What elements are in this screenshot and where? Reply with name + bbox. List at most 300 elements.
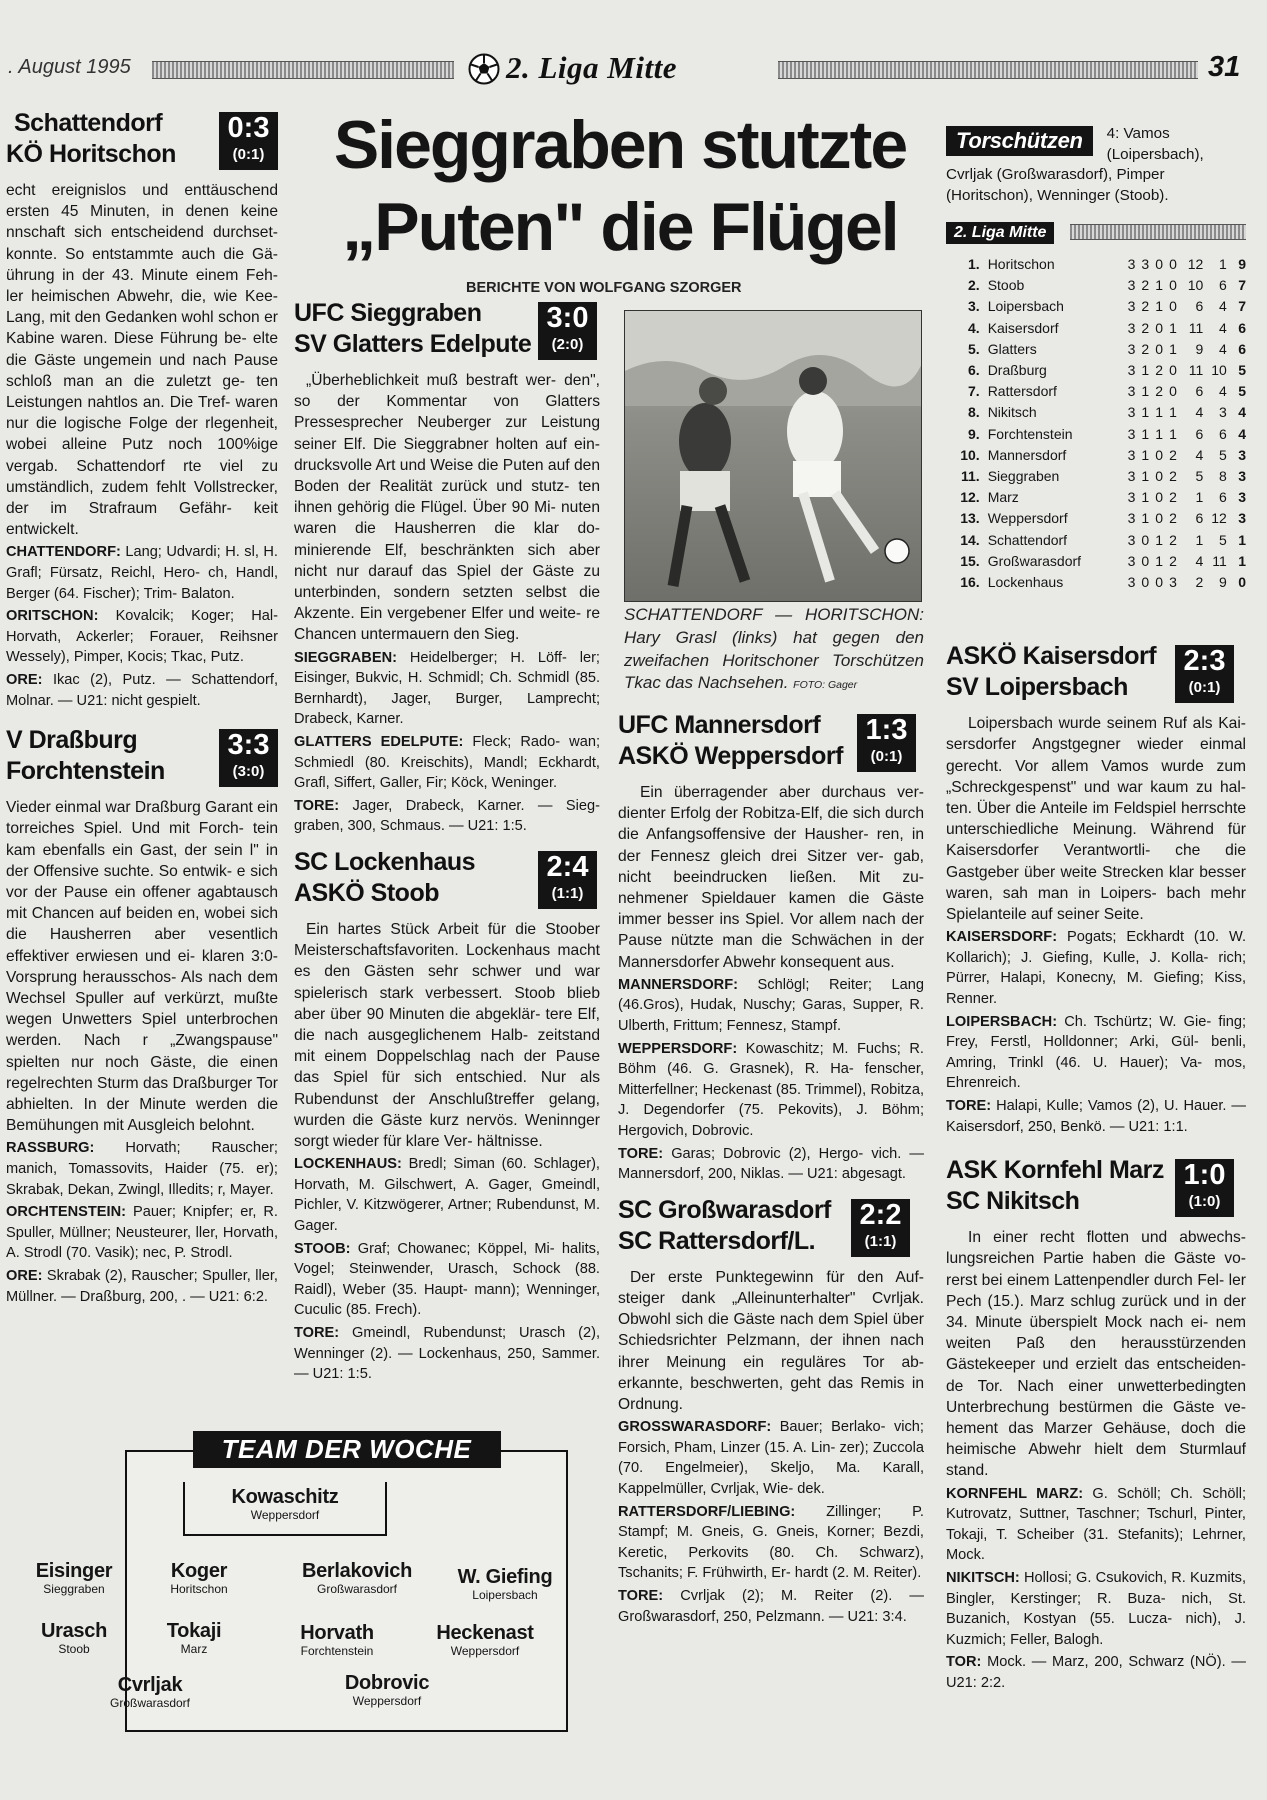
- lineup-text: Schlögl; Reiter; Lang (46.Gros), Hudak, Nuschy; Garas, Supper, R. Ulberth, Frittum; Fennesz, Stampf.: [618, 976, 924, 1035]
- halftime-score: (2:0): [551, 336, 584, 353]
- lineup-label: STOOB:: [294, 1240, 351, 1257]
- match-report: Loipersbach wurde seinem Ruf als Kai- sersdorfer Angstgegner wieder einmal gerecht. Vor allem Vamos wurde zum „Schreckgespenst" und war kaum zu hal- ten. Über die Anteile im Feldspiel herrschte unterschiedliche Meinung. Während für Kaisersdorfer Verantwortli- che die Gastgeber über weite Strecken klar besser waren, sah man in Loipers- bach mehr Spielanteile auf seiner Seite.: [946, 715, 1246, 924]
- standings-draws: 1: [1155, 425, 1164, 442]
- final-score: 2:2: [859, 1198, 902, 1231]
- standings-rank: 5.: [968, 340, 980, 357]
- away-team: KÖ Horitschon: [6, 140, 176, 168]
- photo-caption: SCHATTENDORF — HORITSCHON: Hary Grasl (links) hat gegen den zweifachen Horitschoner Torschützen Tkac das Nachsehen.: [624, 605, 924, 693]
- lineup-text: Hollosi; G. Csukovich, R. Kuzmits, Bingler, Kerstinger; R. Buza- nich, St. Buzanich, Kostyan (55. Lucza- nich), J. Kuzmich; Feller, Balogh.: [946, 1570, 1246, 1648]
- standings-row: [952, 445, 1246, 466]
- standings-rank: 7.: [968, 383, 980, 400]
- standings-box: [946, 222, 1246, 593]
- standings-points: 4: [1238, 404, 1246, 421]
- standings-rank: 3.: [968, 298, 980, 315]
- player-midfielder-4: [425, 1622, 545, 1658]
- halftime-score: (0:1): [1188, 679, 1221, 697]
- lineup-text: Pogats; Eckhardt (10. W. Kollarich); J. Giefing, Kulle, J. Kolla- rich; Pürrer, Halapi, Konecny, M. Giefing; Kiss, Renner.: [946, 929, 1246, 1008]
- lineup-away: [946, 1568, 1246, 1650]
- standings-goals-against: 9: [1218, 574, 1227, 591]
- standings-goals-for: 4: [1195, 552, 1204, 569]
- standings-draws: 1: [1155, 404, 1164, 421]
- article-sieggraben: [294, 298, 600, 837]
- standings-wins: 1: [1141, 489, 1150, 506]
- player-name: Tokaji: [166, 1620, 222, 1642]
- standings-wins: 1: [1141, 404, 1150, 421]
- issue-date: . August 1995: [8, 56, 131, 78]
- standings-goals-for: 10: [1187, 277, 1204, 294]
- lineup-label: GLATTERS EDELPUTE:: [294, 734, 464, 751]
- standings-team: Mannersdorf: [987, 446, 1067, 463]
- lineup-label: TORE:: [294, 797, 340, 814]
- standings-draws: 0: [1155, 446, 1164, 463]
- player-club: Weppersdorf: [250, 1508, 320, 1522]
- standings-team: Schattendorf: [987, 531, 1068, 548]
- article-drassburg: [0, 725, 278, 1307]
- halftime-score: (1:1): [864, 1232, 897, 1250]
- lineup-text: Ikac (2), Putz. — Schattendorf, Molnar. — U21: nicht gespielt.: [6, 672, 278, 709]
- player-club: Horitschon: [170, 1582, 228, 1596]
- scorers-text: 4: Vamos (Loipersbach), Cvrljak (Großwarasdorf), Pimper (Horitschon), Wenninger (Stoob).: [946, 125, 1204, 204]
- scorers-title: Torschützen: [946, 126, 1093, 156]
- article-marz: [946, 1155, 1246, 1693]
- column-right: [946, 124, 1246, 1800]
- lineup-away: [946, 1012, 1246, 1094]
- photo-credit: FOTO: Gager: [793, 679, 858, 692]
- standings-points: 9: [1238, 256, 1246, 272]
- standings-rank: 14.: [960, 531, 980, 548]
- standings-games: 3: [1127, 277, 1136, 294]
- standings-team: Glatters: [987, 340, 1037, 357]
- team-of-the-week: [35, 1434, 568, 1732]
- standings-games: 3: [1127, 468, 1136, 485]
- standings-draws: 2: [1155, 383, 1164, 400]
- score-box: [851, 1199, 910, 1257]
- standings-row: [952, 360, 1246, 381]
- lineup-label: TORE:: [618, 1587, 664, 1604]
- away-team: ASKÖ Weppersdorf: [618, 742, 843, 770]
- standings-goals-against: 4: [1218, 340, 1227, 357]
- standings-goals-for: 6: [1195, 425, 1204, 442]
- standings-goals-for: 1: [1195, 489, 1204, 506]
- standings-losses: 2: [1169, 489, 1177, 506]
- standings-losses: 2: [1169, 446, 1177, 463]
- standings-wins: 1: [1141, 425, 1150, 442]
- standings-wins: 2: [1141, 277, 1150, 294]
- header-rule-right: [778, 61, 1198, 79]
- standings-points: 5: [1238, 383, 1246, 400]
- standings-losses: 3: [1169, 574, 1177, 591]
- player-name: Kowaschitz: [231, 1486, 339, 1508]
- standings-games: 3: [1127, 531, 1136, 548]
- standings-row: [952, 339, 1246, 360]
- lineup-text: Garas; Dobrovic (2), Hergo- vich. — Mannersdorf, 200, Niklas. — U21: abgesagt.: [618, 1145, 924, 1183]
- match-report: Ein überragender aber durchaus ver- dienter Erfolg der Robitza-Elf, die sich durch die Anfangsoffensive der Hausher- ren, in der Fennesz gleich drei Sitzer ver- gab, nicht beeindrucken ließen. Mit zu- nehmener Spieldauer kamen die Gäste immer besser ins Spiel. Vor allem nach der Pause nützte man die Schwächen in der Mannersdorfer Abwehr konsequent aus.: [618, 784, 924, 971]
- goals-line: [618, 1586, 924, 1627]
- standings-rule: [1070, 224, 1246, 240]
- player-club: Loipersbach: [472, 1588, 538, 1602]
- standings-draws: 1: [1155, 552, 1164, 569]
- player-club: Großwarasdorf: [316, 1582, 398, 1596]
- standings-games: 3: [1127, 298, 1136, 315]
- match-report: Vieder einmal war Draßburg Garant ein torreiches Spiel. Und mit Forch- tein kam ebenfalls ein Gast, der sein l" in der Offensive suchte. So entwik- e sich vor der Pause ein offener agabtausch mit Chancen auf beiden en, wobei sich die Hausherren aber vesentlich effektiver erwiesen und ei- klaren 3:0-Vorsprung herausschos- Als nach dem Wechsel Spuller auf verkürzt, mußte wegen Unwetters Spiel unterbrochen werden. Nach r „Zwangspause" spielten nur noch Gäste, die einen regelrechten Sturm das Draßburger Tor abhielten. In der Minute werden die Bemühungen mit Ausgleich belohnt.: [6, 799, 278, 1135]
- standings-losses: 0: [1169, 256, 1177, 272]
- goals-line: [946, 1096, 1246, 1137]
- lineup-home: [294, 648, 600, 730]
- home-team: Schattendorf: [14, 109, 163, 137]
- standings-games: 3: [1127, 510, 1136, 527]
- standings-goals-against: 10: [1211, 362, 1227, 379]
- standings-wins: 3: [1141, 256, 1150, 272]
- final-score: 1:0: [1183, 1159, 1226, 1192]
- standings-wins: 1: [1141, 510, 1150, 527]
- lineup-away: [618, 1502, 924, 1584]
- score-box: [1175, 645, 1234, 703]
- headline-line-2: „Puten" die Flügel: [342, 189, 898, 265]
- standings-team: Horitschon: [987, 256, 1055, 272]
- standings-games: 3: [1127, 319, 1136, 336]
- standings-games: 3: [1127, 383, 1136, 400]
- standings-games: 3: [1127, 256, 1136, 272]
- standings-goals-against: 5: [1218, 446, 1227, 463]
- standings-goals-for: 4: [1195, 446, 1204, 463]
- player-name: Cvrljak: [117, 1674, 183, 1696]
- standings-draws: 0: [1155, 510, 1164, 527]
- lineup-label: LOIPERSBACH:: [946, 1013, 1058, 1030]
- standings-goals-for: 11: [1188, 362, 1204, 379]
- lineup-home: [6, 1138, 278, 1200]
- standings-points: 7: [1238, 298, 1246, 315]
- final-score: 2:3: [1183, 645, 1226, 678]
- section-title: 2. Liga Mitte: [506, 50, 677, 85]
- player-club: Weppersdorf: [450, 1644, 520, 1658]
- standings-goals-for: 11: [1188, 319, 1204, 336]
- lineup-label: ORE:: [6, 672, 43, 689]
- standings-row: [952, 402, 1246, 423]
- page-number: 31: [1208, 51, 1241, 83]
- standings-row: [952, 254, 1246, 275]
- player-name: Horvath: [300, 1622, 374, 1644]
- player-club: Marz: [180, 1642, 208, 1656]
- lineup-text: Bredl; Siman (60. Schlager), Horvath, M. Gilschwert, A. Gager, Gmeindl, Pichler, V. Kitzwögerer, Artner; Rubendunst, M. Gager.: [294, 1156, 600, 1234]
- standings-team: Kaisersdorf: [987, 319, 1059, 336]
- standings-draws: 0: [1155, 319, 1164, 336]
- lineup-label: WEPPERSDORF:: [618, 1040, 738, 1057]
- lineup-text: Mock. — Marz, 200, Schwarz (NÖ). — U21: 2:2.: [946, 1654, 1246, 1691]
- standings-row: [952, 508, 1246, 529]
- standings-games: 3: [1127, 489, 1136, 506]
- standings-games: 3: [1127, 574, 1136, 591]
- standings-row: [952, 318, 1246, 339]
- player-defender-3: [287, 1560, 427, 1596]
- lineup-text: Lang; Udvardi; H. sl, H. Grafl; Fürsatz, Reichl, Hero- ch, Handl, Berger (64. Fischer); Trim- Balaton.: [6, 544, 278, 602]
- player-forward-2: [327, 1672, 447, 1708]
- lineup-label: NIKITSCH:: [946, 1570, 1020, 1587]
- lineup-away: [6, 1202, 278, 1264]
- standings-wins: 0: [1141, 531, 1150, 548]
- standings-goals-for: 12: [1187, 256, 1204, 272]
- standings-team: Sieggraben: [987, 468, 1060, 485]
- standings-points: 6: [1238, 319, 1246, 336]
- goals-line: [618, 1144, 924, 1185]
- match-report: Ein hartes Stück Arbeit für die Stoober Meisterschaftsfavoriten. Lockenhaus macht es den Gästen sehr schwer und war spielerisch stark verbessert. Stoob blieb aber über 90 Minuten die abgeklär- tere Elf, die nach ausgeglichenem Halb- zeitstand mit einem Doppelschlag nach der Pause das Spiel für sich entschied. Nur als Rubendunst der Anschlußtreffer gelang, wurden die Gäste kurz nervös. Weninnger sorgt wieder für klare Ver- hältnisse.: [294, 920, 600, 1151]
- standings-losses: 0: [1169, 362, 1177, 379]
- player-club: Großwarasdorf: [109, 1696, 191, 1710]
- standings-row: [952, 424, 1246, 445]
- home-team: ASKÖ Kaisersdorf: [946, 642, 1157, 671]
- final-score: 2:4: [546, 850, 589, 883]
- photo-caption-block: [624, 604, 924, 697]
- page-header: [0, 52, 1267, 86]
- home-team: V Draßburg: [6, 726, 138, 755]
- standings-row: [952, 551, 1246, 572]
- standings-row: [952, 466, 1246, 487]
- standings-points: 5: [1238, 362, 1246, 379]
- column-left: [0, 104, 278, 1450]
- lineup-away: [618, 1039, 924, 1142]
- lineup-home: [618, 1417, 924, 1499]
- standings-wins: 1: [1141, 362, 1150, 379]
- home-team: UFC Sieggraben: [294, 299, 482, 327]
- standings-losses: 1: [1169, 425, 1177, 442]
- player-defender-2: [139, 1560, 259, 1596]
- score-box: [1175, 1159, 1234, 1217]
- match-header: [6, 108, 278, 174]
- player-defender-4: [445, 1566, 565, 1602]
- lineup-away: [294, 732, 600, 794]
- standings-row: [952, 572, 1246, 593]
- football-icon: [468, 53, 500, 85]
- standings-title: 2. Liga Mitte: [946, 222, 1054, 244]
- home-team: SC Großwarasdorf: [618, 1195, 831, 1224]
- standings-wins: 0: [1141, 574, 1150, 591]
- player-name: W. Giefing: [457, 1566, 553, 1588]
- standings-points: 3: [1238, 446, 1246, 463]
- away-team: SC Rattersdorf/L.: [618, 1226, 816, 1255]
- standings-draws: 1: [1155, 531, 1164, 548]
- match-header: [294, 298, 600, 364]
- standings-table: [952, 254, 1246, 593]
- standings-goals-against: 6: [1218, 425, 1227, 442]
- standings-losses: 1: [1169, 319, 1177, 336]
- standings-losses: 2: [1169, 552, 1177, 569]
- standings-points: 3: [1238, 510, 1246, 527]
- standings-team: Großwarasdorf: [987, 552, 1082, 569]
- standings-points: 6: [1238, 340, 1246, 357]
- standings-wins: 2: [1141, 340, 1150, 357]
- lineup-label: LOCKENHAUS:: [294, 1156, 402, 1173]
- standings-losses: 2: [1169, 531, 1177, 548]
- player-name: Berlakovich: [301, 1560, 413, 1582]
- standings-losses: 2: [1169, 510, 1177, 527]
- standings-losses: 0: [1169, 298, 1177, 315]
- score-box: [538, 302, 597, 360]
- standings-goals-for: 2: [1195, 574, 1204, 591]
- final-score: 1:3: [865, 714, 908, 746]
- lineup-label: ORE:: [6, 1268, 43, 1285]
- standings-games: 3: [1127, 340, 1136, 357]
- score-box: [219, 112, 278, 170]
- standings-rank: 11.: [960, 468, 980, 485]
- standings-row: [952, 296, 1246, 317]
- standings-wins: 2: [1141, 298, 1150, 315]
- home-team: SC Lockenhaus: [294, 847, 476, 876]
- standings-rank: 13.: [960, 510, 980, 527]
- match-header: [294, 847, 600, 913]
- headline-line-1: Sieggraben stutzte: [333, 107, 907, 183]
- standings-points: 3: [1238, 489, 1246, 506]
- lineup-label: TOR:: [946, 1654, 982, 1671]
- goals-line: [294, 796, 600, 837]
- away-team: SV Glatters Edelpute: [294, 330, 532, 358]
- standings-team: Weppersdorf: [987, 510, 1068, 527]
- lineup-text: Fleck; Rado- wan; Schmiedl (80. Kreischits), Mandl; Eckhardt, Grafl, Siffert, Galler, Fir; Köck, Weninger.: [294, 734, 600, 792]
- lineup-label: ORITSCHON:: [6, 608, 99, 625]
- standings-draws: 0: [1155, 489, 1164, 506]
- goals-line: [6, 670, 278, 711]
- standings-draws: 0: [1155, 574, 1164, 591]
- standings-rank: 10.: [960, 446, 980, 463]
- team-of-week-title: TEAM DER WOCHE: [193, 1431, 501, 1468]
- standings-goals-for: 4: [1195, 404, 1204, 421]
- standings-rank: 12.: [960, 489, 980, 506]
- standings-team: Marz: [987, 489, 1019, 506]
- lineup-label: TORE:: [618, 1145, 664, 1162]
- lineup-text: Zillinger; P. Stampf; M. Gneis, G. Gneis, Korner; Bezdi, Keretic, Perkovits (80. Ch. Schwarz), Tschanits; F. Frühwirth, Er- hardt (2. M. Reiter).: [618, 1503, 924, 1582]
- standings-points: 4: [1238, 425, 1246, 442]
- standings-draws: 0: [1155, 468, 1164, 485]
- standings-team: Lockenhaus: [987, 574, 1064, 591]
- lineup-text: Gmeindl, Rubendunst; Urasch (2), Wenninger (2). — Lockenhaus, 250, Sammer. — U21: 1:5.: [294, 1324, 600, 1383]
- standings-team: Rattersdorf: [987, 383, 1057, 400]
- lineup-label: RATTERSDORF/LIEBING:: [618, 1503, 796, 1520]
- player-name: Dobrovic: [344, 1672, 430, 1694]
- standings-losses: 1: [1169, 340, 1177, 357]
- standings-rank: 15.: [960, 552, 980, 569]
- header-rule-left: [152, 61, 454, 79]
- goals-line: [946, 1652, 1246, 1693]
- standings-row: [952, 381, 1246, 402]
- lineup-text: G. Schöll; Ch. Schöll; Kutrovatz, Suttner, Taschner; Tschurl, Pinter, Tokaji, T. Scheiber (31. Stefanits); Lehrner, Mock.: [946, 1485, 1246, 1564]
- lineup-label: TORE:: [294, 1324, 340, 1341]
- score-box: [538, 851, 597, 909]
- home-team: UFC Mannersdorf: [618, 711, 821, 739]
- lineup-text: Kowaschitz; M. Fuchs; R. Böhm (46. G. Grasnek), R. Ha- fenscher, Mitterfellner; Heckenast (85. Trimmel), Robitza, J. Degendorfer (75. Pekovits), J. Böhm; Hergovich, Dobrovic.: [618, 1040, 924, 1139]
- standings-points: 3: [1238, 468, 1246, 485]
- lineup-text: Bauer; Berlako- vich; Forsich, Pham, Linzer (15. A. Lin- zer); Zuccola (70. Engelmeier), Skeljo, Ma. Karall, Kappelmüller, Cvrljak, Wie- dek.: [618, 1419, 924, 1497]
- match-header: [946, 641, 1246, 707]
- standings-draws: 1: [1155, 277, 1164, 294]
- standings-team: Loipersbach: [987, 298, 1064, 315]
- player-name: Urasch: [40, 1620, 107, 1642]
- standings-games: 3: [1127, 425, 1136, 442]
- halftime-score: (1:1): [551, 884, 584, 902]
- match-header: [946, 1155, 1246, 1221]
- standings-goals-against: 8: [1218, 468, 1227, 485]
- lineup-label: CHATTENDORF:: [6, 544, 121, 561]
- goals-line: [294, 1323, 600, 1385]
- standings-games: 3: [1127, 446, 1136, 463]
- halftime-score: (1:0): [1188, 1193, 1221, 1211]
- standings-rank: 16.: [960, 574, 980, 591]
- standings-goals-for: 5: [1195, 468, 1204, 485]
- home-team: ASK Kornfehl Marz: [946, 1156, 1164, 1185]
- standings-row: [952, 530, 1246, 551]
- lineup-home: [946, 927, 1246, 1009]
- standings-wins: 1: [1141, 383, 1150, 400]
- standings-games: 3: [1127, 552, 1136, 569]
- score-box: [857, 714, 916, 772]
- lineup-label: KAISERSDORF:: [946, 929, 1058, 946]
- column-center-right: [618, 706, 924, 1800]
- byline: BERICHTE VON WOLFGANG SZORGER: [466, 280, 742, 296]
- lineup-text: Graf; Chowanec; Köppel, Mi- halits, Vogel; Steinwender, Urasch, Schock (88. Raidl), Weber (35. Haupt- mann); Wenninger, Cuculic (85. Frech).: [294, 1240, 600, 1319]
- standings-goals-against: 5: [1218, 531, 1227, 548]
- standings-goals-for: 6: [1195, 298, 1204, 315]
- match-header: [6, 725, 278, 791]
- lineup-label: KORNFEHL MARZ:: [946, 1485, 1084, 1502]
- standings-row: [952, 487, 1246, 508]
- goals-line: [6, 1266, 278, 1307]
- lineup-text: Heidelberger; H. Löff- ler; Eisinger, Bukvic, H. Schmidl; Ch. Schmidl (85. Bernhardt), Jager, Burger, Lamprecht; Drabeck, Karner.: [294, 649, 600, 728]
- lineup-label: GROSSWARASDORF:: [618, 1419, 772, 1436]
- standings-losses: 1: [1169, 404, 1177, 421]
- lineup-text: Jager, Drabeck, Karner. — Sieg- graben, 300, Schmaus. — U21: 1:5.: [294, 797, 600, 835]
- standings-games: 3: [1127, 362, 1136, 379]
- standings-losses: 2: [1169, 468, 1177, 485]
- standings-rank: 2.: [968, 277, 980, 294]
- player-midfielder-3: [277, 1622, 397, 1658]
- lineup-text: Ch. Tschürtz; W. Gie- fing; Frey, Ferstl, Holldonner; Arki, Gül- benli, Amring, Trinkl (46. U. Hauer); Va- mos, Ehrenreich.: [946, 1013, 1246, 1092]
- standings-wins: 0: [1141, 552, 1150, 569]
- match-header: [618, 710, 924, 776]
- score-box: [219, 729, 278, 787]
- lineup-home: [294, 1154, 600, 1236]
- article-lockenhaus: [294, 847, 600, 1385]
- lineup-text: Pauer; Knipfer; er, R. Spuller, Müllner; Neusteurer, ller, Horvath, A. Strodl (70. Vasik); nec, P. Strodl.: [6, 1204, 278, 1262]
- standings-points: 1: [1238, 531, 1246, 548]
- lineup-label: SIEGGRABEN:: [294, 649, 397, 666]
- final-score: 3:0: [546, 302, 589, 334]
- standings-draws: 0: [1155, 256, 1164, 272]
- standings-goals-against: 6: [1218, 489, 1227, 506]
- standings-goals-against: 3: [1218, 404, 1227, 421]
- scorers-box: [946, 124, 1246, 206]
- standings-goals-for: 9: [1195, 340, 1204, 357]
- lineup-text: Halapi, Kulle; Vamos (2), U. Hauer. — Kaisersdorf, 250, Benkö. — U21: 1:1.: [946, 1098, 1246, 1135]
- standings-goals-against: 11: [1212, 552, 1227, 569]
- away-team: SC Nikitsch: [946, 1187, 1080, 1216]
- standings-team: Nikitsch: [987, 404, 1037, 421]
- lineup-label: TORE:: [946, 1098, 992, 1115]
- player-midfielder-2: [139, 1620, 249, 1656]
- article-schattendorf: [0, 108, 278, 711]
- standings-points: 7: [1238, 277, 1246, 294]
- standings-rank: 6.: [968, 362, 980, 379]
- match-report: In einer recht flotten und abwechs- lungsreichen Partie haben die Gäste vo- rerst bei einem Lattenpendler durch Fel- ler Pech (15.). Marz schlug zurück und in der 34. Minute überspielt Mock nach ei- nem weiten Paß den herausstürzenden Gästekeeper und erzielt das entscheiden- de Tor. Nach einer unwetterbedingten Unterbrechung bestürmen die Gäste ve- hement das Marzer Gehäuse, doch die heimische Abwehr hielt dem Sturmlauf stand.: [946, 1229, 1246, 1480]
- photo-image: [625, 311, 922, 602]
- final-score: 0:3: [227, 112, 270, 144]
- lineup-label: RASSBURG:: [6, 1140, 95, 1157]
- standings-goals-against: 1: [1218, 256, 1227, 272]
- standings-team: Draßburg: [987, 362, 1047, 379]
- lineup-text: Horvath; Rauscher; manich, Tomassovits, Haider (75. er); Skrabak, Dekan, Zwingl, Illedits; r, Mayer.: [6, 1140, 278, 1198]
- standings-goals-for: 6: [1195, 383, 1204, 400]
- match-photo: [624, 310, 922, 602]
- standings-points: 1: [1238, 552, 1246, 569]
- standings-goals-for: 6: [1195, 510, 1204, 527]
- player-club: Weppersdorf: [352, 1694, 422, 1708]
- match-report: „Überheblichkeit muß bestraft wer- den", so der Kommentar von Glatters Pressesprecher Neuberger zur Leistung seiner Elf. Die Sieggrabner holten auf ein- drucksvolle Art und Weise die Puten auf den Boden der Realität zurück und stutz- ten ihnen gehörig die Flügel. Über 90 Mi- nuten waren die Hausherren die klar do- minierende Elf, beschränkten sich aber nicht nur darauf das Spiel der Gäste zu unterbinden, sondern setzten selbst die Akzente. Ein vergebener Elfer und weite- re Chancen untermauern den Sieg.: [294, 372, 600, 644]
